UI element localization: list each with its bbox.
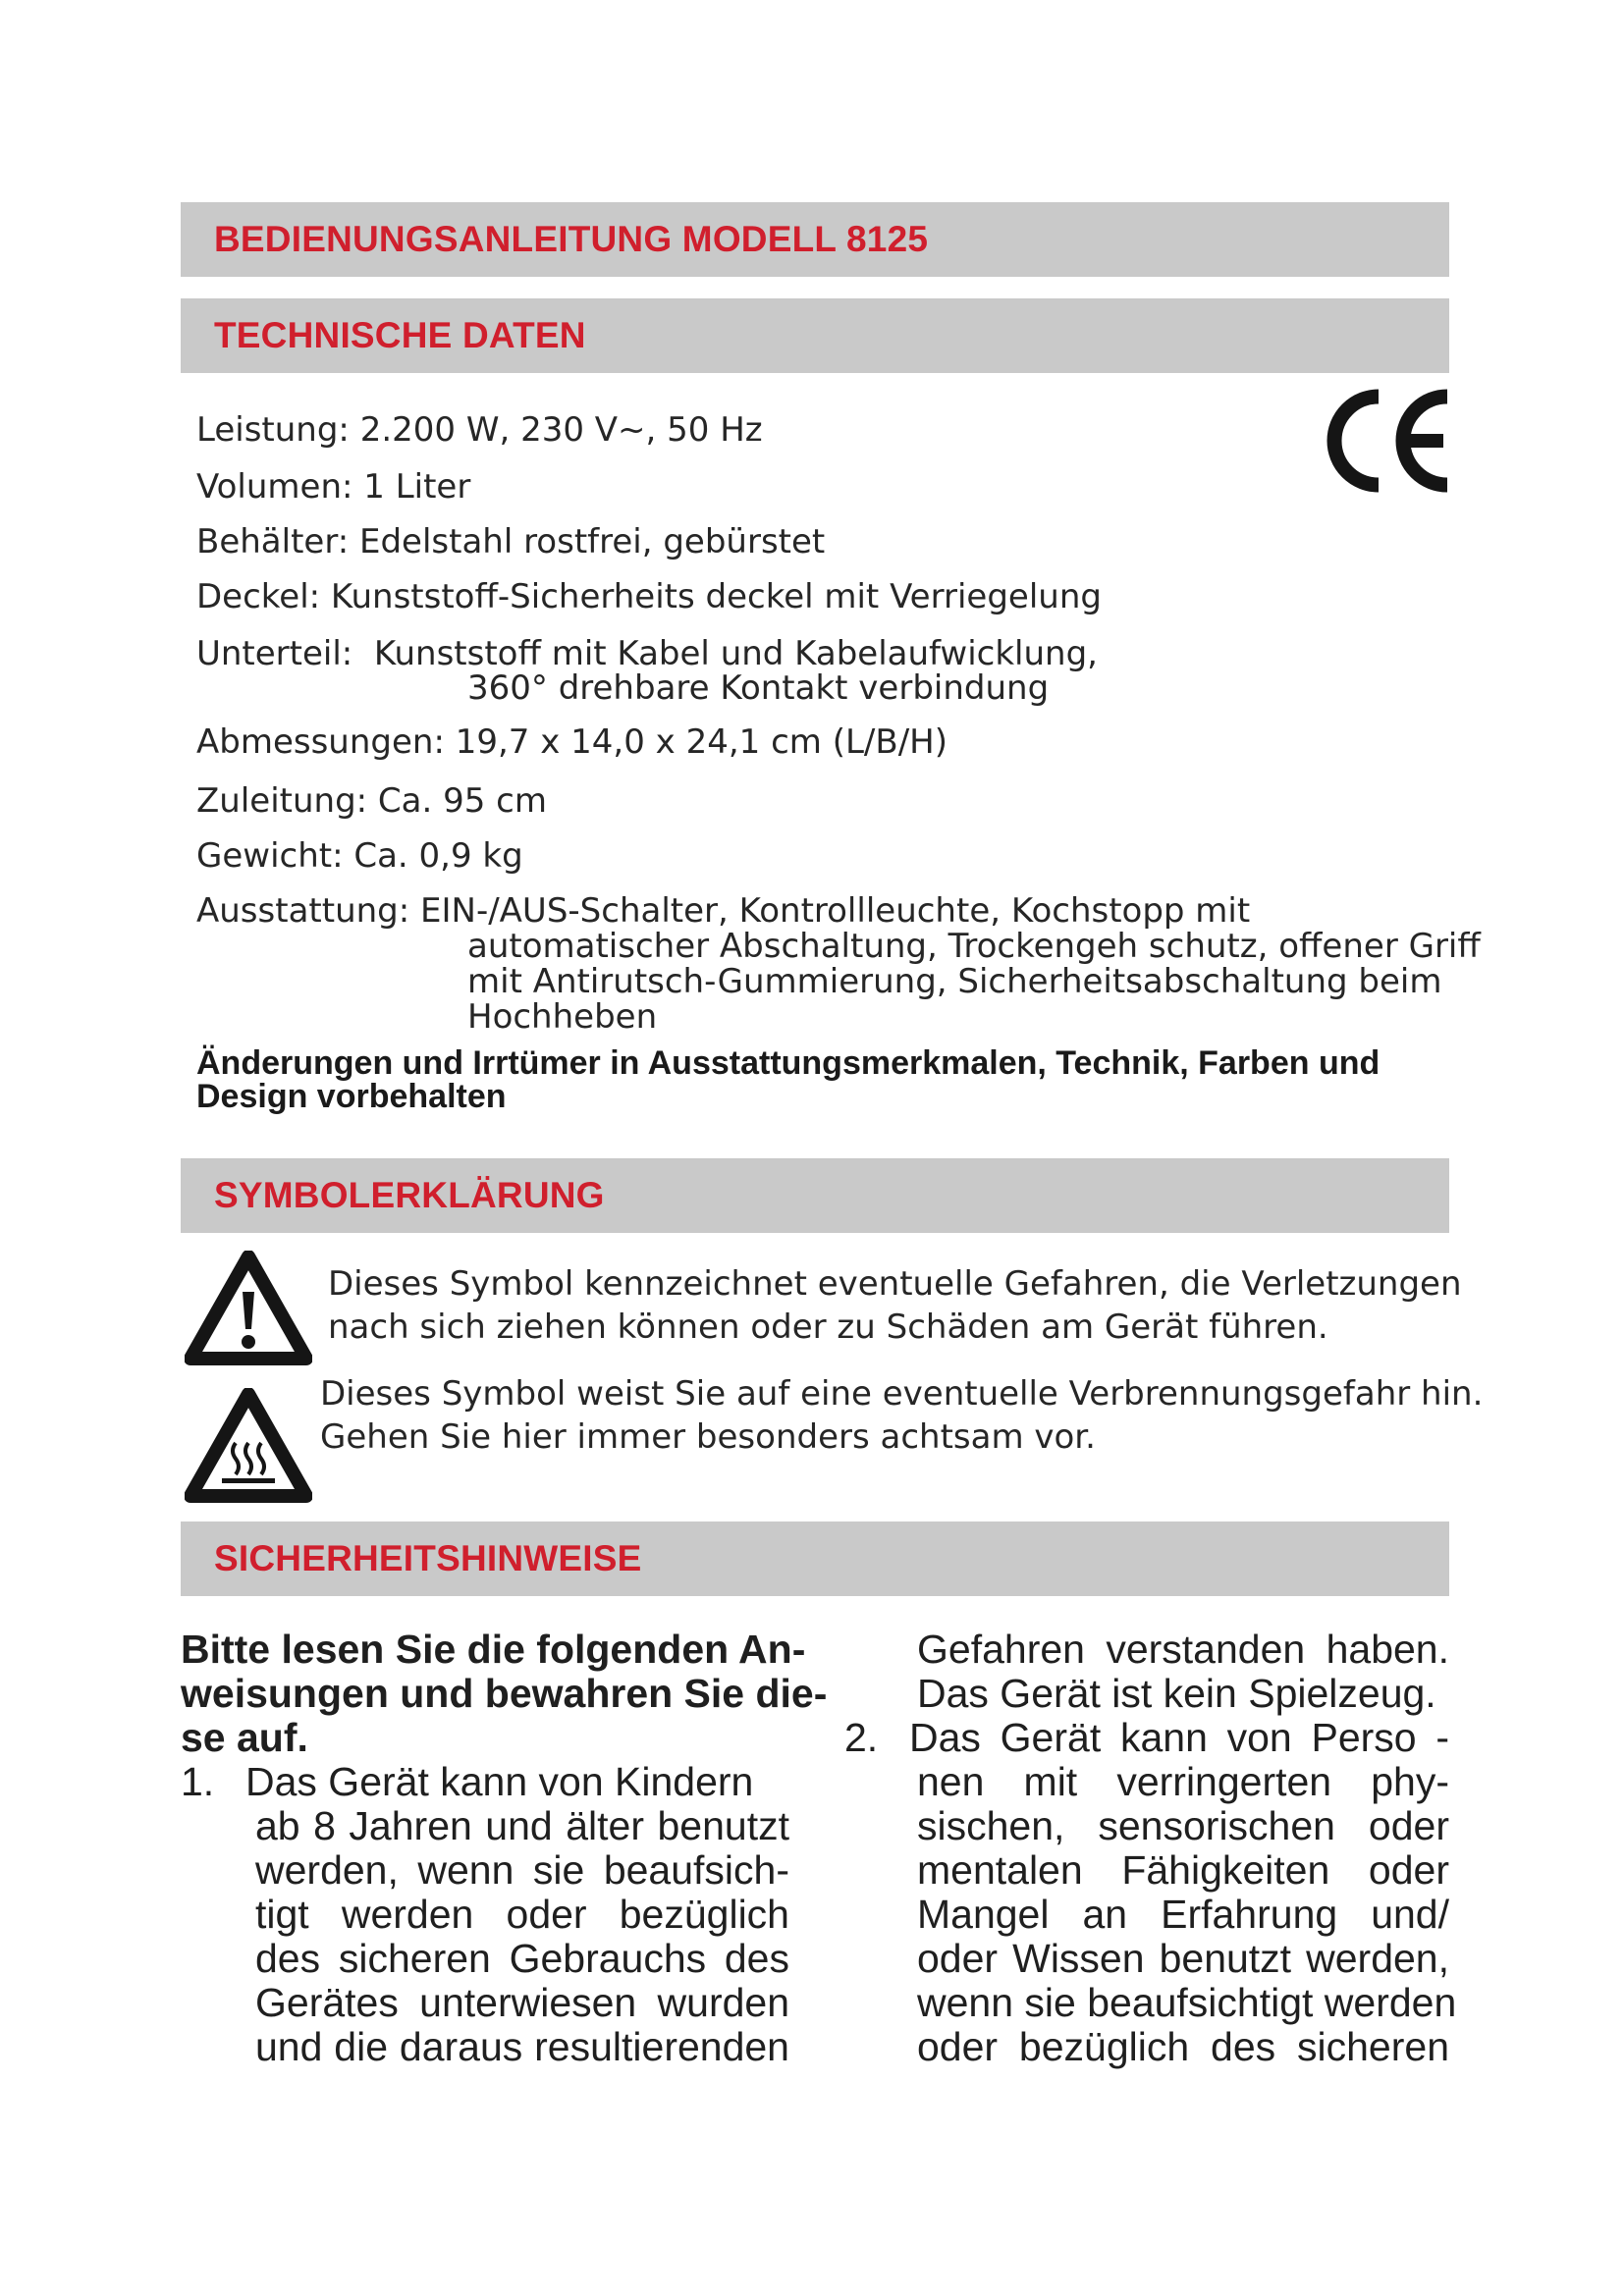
warning-triangle-icon (185, 1251, 312, 1366)
section-title: SICHERHEITSHINWEISE (214, 1538, 642, 1578)
spec-dimensions: Abmessungen: 19,7 x 14,0 x 24,1 cm (L/B/H) (196, 722, 947, 762)
list-item-line: nen mit verringerten phy- (917, 1759, 1449, 1804)
list-item-line: werden, wenn sie beaufsich- (255, 1847, 789, 1893)
spec-weight: Gewicht: Ca. 0,9 kg (196, 836, 523, 876)
spec-base: Unterteil: Kunststoff mit Kabel und Kabelaufwicklung, 360° drehbare Kontakt verbindung (196, 634, 1098, 708)
list-item-line: oder bezüglich des sicheren (917, 2024, 1449, 2069)
intro-line: Bitte lesen Sie die folgenden An- (181, 1627, 806, 1672)
section-header-symbols (181, 1158, 1449, 1233)
spec-continuation: mit Antirutsch-Gummierung, Sicherheitsabschaltung beim (467, 962, 1442, 1001)
spec-continuation: Hochheben (467, 997, 658, 1037)
list-item-line: sischen, sensorischen oder (917, 1803, 1449, 1848)
spec-power: Leistung: 2.200 W, 230 V~, 50 Hz (196, 410, 763, 450)
document-title: BEDIENUNGSANLEITUNG MODELL 8125 (214, 219, 929, 259)
hot-surface-icon (185, 1388, 312, 1504)
list-item-line: Gerätes unterwiesen wurden (255, 1980, 789, 2025)
intro-line: weisungen und bewahren Sie die- (181, 1671, 828, 1716)
list-item-line: und die daraus resultierenden (255, 2024, 789, 2069)
list-item-line: Gefahren verstanden haben. (917, 1627, 1449, 1672)
spec-continuation: 360° drehbare Kontakt verbindung (467, 668, 1050, 708)
section-header-safety (181, 1522, 1449, 1596)
disclaimer-note: Änderungen und Irrtümer in Ausstattungsmerkmalen, Technik, Farben und Design vorbehalten (196, 1044, 1380, 1115)
list-item-line: ab 8 Jahren und älter benutzt (255, 1803, 789, 1848)
spec-cable: Zuleitung: Ca. 95 cm (196, 781, 547, 821)
spec-features: Ausstattung: EIN-/AUS-Schalter, Kontrollleuchte, Kochstopp mit automatischer Abschaltung, Trockengeh schutz, offener Griff mit Antirutsch-Gummierung, Sicherheitsabschaltung beim Hochheben (196, 891, 1481, 1037)
list-item-line: Das Gerät ist kein Spielzeug. (917, 1671, 1436, 1716)
list-item-line: wenn sie beaufsichtigt werden (917, 1980, 1457, 2025)
symbol-description: Dieses Symbol kennzeichnet eventuelle Gefahren, die Verletzungen nach sich ziehen können oder zu Schäden am Gerät führen. (328, 1264, 1462, 1347)
section-title: TECHNISCHE DATEN (214, 315, 586, 355)
intro-line: se auf. (181, 1715, 308, 1760)
spec-container: Behälter: Edelstahl rostfrei, gebürstet (196, 522, 826, 561)
section-title: SYMBOLERKLÄRUNG (214, 1175, 605, 1215)
safety-column-right (844, 1627, 1457, 2069)
safety-column-left (181, 1627, 828, 2069)
symbol-description: Dieses Symbol weist Sie auf eine eventuelle Verbrennungsgefahr hin. Gehen Sie hier immer besonders achtsam vor. (320, 1374, 1484, 1457)
ce-mark-icon (1322, 389, 1453, 493)
list-item-line: tigt werden oder bezüglich (255, 1892, 789, 1937)
spec-continuation: automatischer Abschaltung, Trockengeh schutz, offener Griff (467, 927, 1481, 966)
item-number: 1. (181, 1759, 215, 1804)
list-item-line: mentalen Fähigkeiten oder (917, 1847, 1449, 1893)
list-item: 1. Das Gerät kann von Kindern (181, 1759, 754, 1804)
section-header-technical-data (181, 298, 1449, 373)
list-item: 2. Das Gerät kann von Perso - (844, 1715, 1449, 1760)
list-item-line: oder Wissen benutzt werden, (917, 1936, 1449, 1981)
list-item-line: Mangel an Erfahrung und/ (917, 1892, 1449, 1937)
title-bar (181, 202, 1449, 277)
spec-volume: Volumen: 1 Liter (196, 467, 471, 507)
spec-lid: Deckel: Kunststoff-Sicherheits deckel mit Verriegelung (196, 577, 1102, 616)
item-number: 2. (844, 1715, 879, 1760)
list-item-line: des sicheren Gebrauchs des (255, 1936, 789, 1981)
